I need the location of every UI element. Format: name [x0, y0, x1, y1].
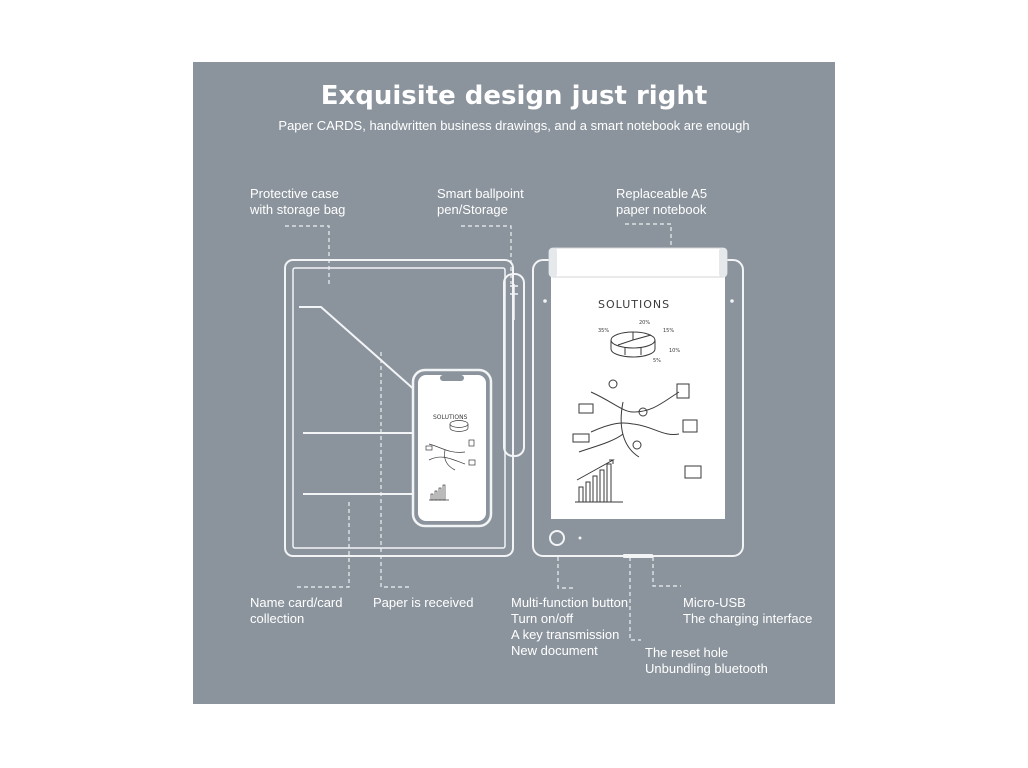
label-micro-usb: Micro-USB The charging interface — [683, 595, 813, 626]
svg-text:15%: 15% — [663, 328, 675, 334]
label-paper-received: Paper is received — [373, 595, 474, 610]
folder-left-pockets — [299, 307, 417, 494]
leader-paper-received — [381, 352, 411, 587]
multi-function-button-icon — [550, 531, 564, 545]
svg-text:20%: 20% — [639, 320, 651, 326]
leader-smart-pen — [461, 226, 511, 284]
micro-usb-port-icon — [623, 554, 653, 558]
label-replaceable-notebook: Replaceable A5 paper notebook — [616, 186, 708, 217]
label-name-card: Name card/card collection — [250, 595, 343, 626]
svg-text:35%: 35% — [598, 328, 610, 334]
svg-text:10%: 10% — [669, 348, 681, 354]
label-smart-pen: Smart ballpoint pen/Storage — [437, 186, 524, 217]
phone-sketch-heading: SOLUTIONS — [433, 414, 468, 421]
leader-notebook — [625, 224, 671, 248]
leader-reset-hole — [630, 557, 641, 640]
infographic-panel — [193, 62, 835, 704]
label-reset-hole: The reset hole Unbundling bluetooth — [645, 645, 768, 676]
leader-multi-function — [558, 557, 575, 588]
page-subtitle: Paper CARDS, handwritten business drawings, and a smart notebook are enough — [278, 118, 750, 133]
leader-protective-case — [285, 226, 329, 284]
label-multi-function: Multi-function button Turn on/off A key transmission New document — [511, 595, 629, 658]
notebook-binding — [549, 248, 727, 277]
reset-hole-icon — [579, 537, 582, 540]
smartphone — [413, 370, 491, 526]
paper-sketch-heading: SOLUTIONS — [598, 298, 671, 311]
paper-sheet — [551, 275, 725, 519]
svg-text:5%: 5% — [653, 358, 661, 364]
leader-name-card — [297, 502, 349, 587]
leader-micro-usb — [653, 557, 681, 586]
page-title: Exquisite design just right — [320, 81, 708, 111]
label-protective-case: Protective case with storage bag — [250, 186, 346, 217]
